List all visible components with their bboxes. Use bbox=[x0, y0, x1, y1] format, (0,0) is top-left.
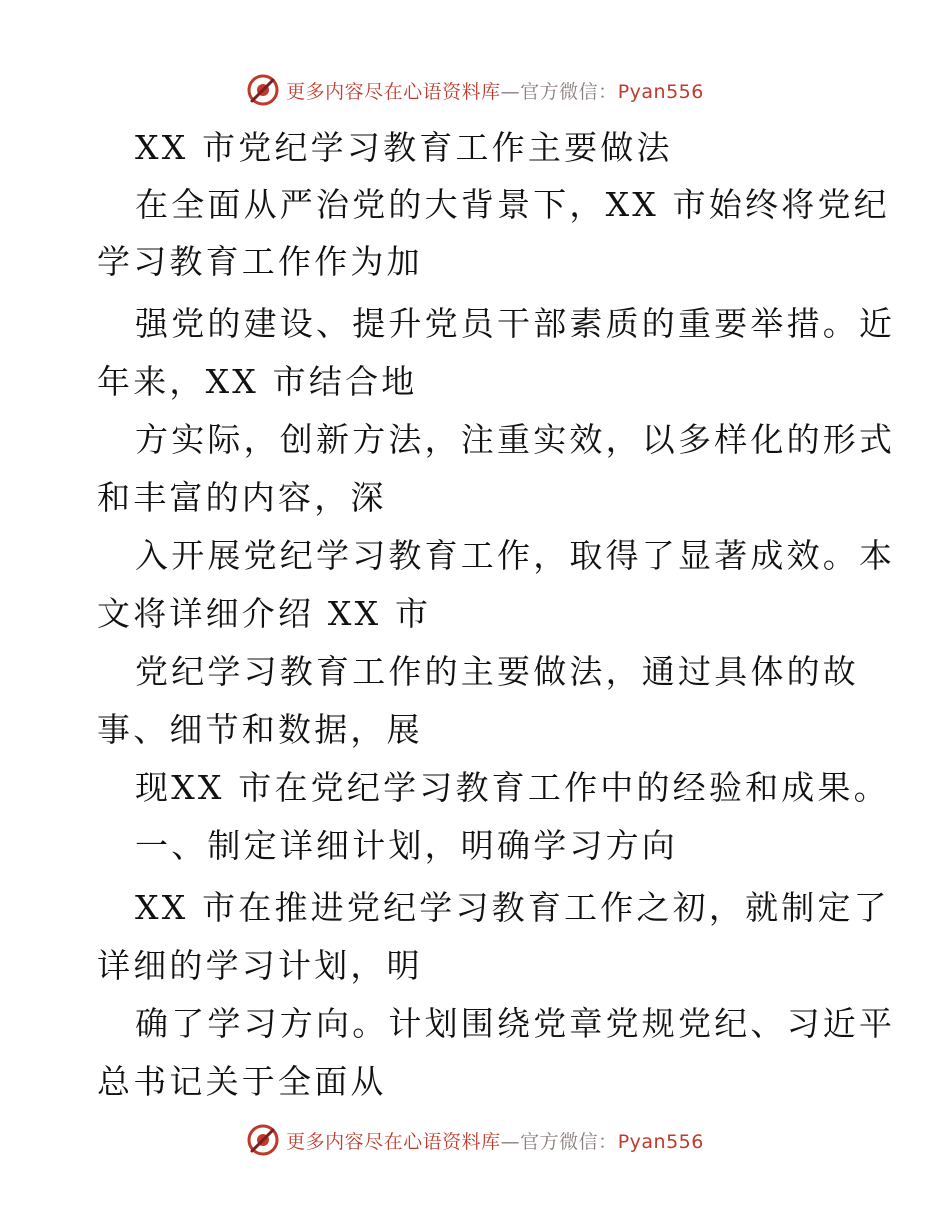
text-line: 强党的建设、提升党员干部素质的重要举措。近 bbox=[135, 304, 896, 343]
text-line: 方实际，创新方法，注重实效，以多样化的形式 bbox=[135, 420, 896, 459]
text-line: 学习教育工作作为加 bbox=[97, 242, 423, 281]
watermark-logo-icon bbox=[246, 1123, 280, 1157]
watermark-logo-icon bbox=[246, 73, 280, 107]
text-line: 确了学习方向。计划围绕党章党规党纪、习近平 bbox=[135, 1004, 896, 1043]
text-line: 和丰富的内容，深 bbox=[97, 478, 387, 517]
text-line: 文将详细介绍 XX 市 bbox=[97, 594, 432, 633]
text-line: 在全面从严治党的大背景下，XX 市始终将党纪 bbox=[135, 185, 890, 224]
watermark-text: 更多内容尽在心语资料库—官方微信：Pyan556 bbox=[286, 80, 704, 103]
text-line: 入开展党纪学习教育工作，取得了显著成效。本 bbox=[135, 536, 896, 575]
text-line: 总书记关于全面从 bbox=[97, 1062, 387, 1101]
footer-watermark bbox=[0, 1120, 950, 1160]
text-line: 党纪学习教育工作的主要做法，通过具体的故 bbox=[135, 652, 859, 691]
text-line: 事、细节和数据，展 bbox=[97, 710, 423, 749]
watermark-text: 更多内容尽在心语资料库—官方微信：Pyan556 bbox=[286, 1130, 704, 1153]
section-heading: 一、制定详细计划，明确学习方向 bbox=[135, 826, 678, 865]
text-line: 年来，XX 市结合地 bbox=[97, 362, 418, 401]
document-title: XX 市党纪学习教育工作主要做法 bbox=[135, 128, 673, 167]
text-line: 现XX 市在党纪学习教育工作中的经验和成果。 bbox=[135, 768, 890, 807]
text-line: XX 市在推进党纪学习教育工作之初，就制定了 bbox=[135, 888, 890, 927]
header-watermark bbox=[0, 70, 950, 110]
text-line: 详细的学习计划，明 bbox=[97, 946, 423, 985]
